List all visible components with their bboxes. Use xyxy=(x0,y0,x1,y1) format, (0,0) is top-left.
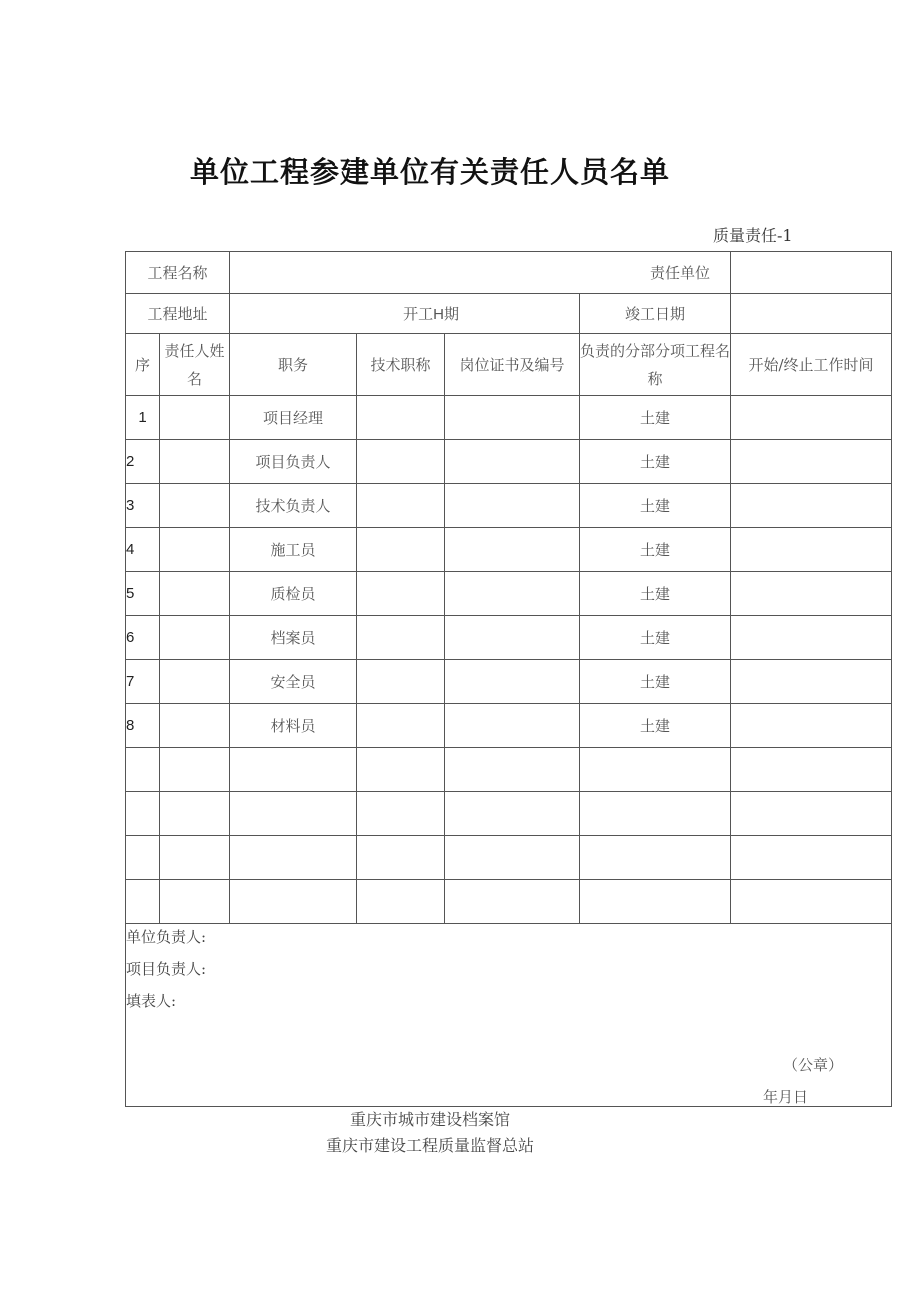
certificate-cell[interactable] xyxy=(445,616,580,660)
period-cell[interactable] xyxy=(731,484,892,528)
project-address-row xyxy=(126,294,892,334)
certificate-cell[interactable] xyxy=(445,484,580,528)
empty-cell[interactable] xyxy=(731,880,892,924)
subproject-cell: 土建 xyxy=(580,572,731,616)
filler-label: 填表人: xyxy=(126,992,177,1010)
title-cell[interactable] xyxy=(357,572,445,616)
date-label: 年月日 xyxy=(763,1088,809,1106)
subproject-cell: 土建 xyxy=(580,704,731,748)
empty-cell[interactable] xyxy=(230,748,357,792)
title-cell[interactable] xyxy=(357,440,445,484)
empty-cell[interactable] xyxy=(580,748,731,792)
col-title-header: 技术职称 xyxy=(357,334,445,396)
empty-row xyxy=(126,880,892,924)
empty-cell[interactable] xyxy=(126,836,160,880)
name-cell[interactable] xyxy=(160,616,230,660)
col-period-header: 开始/终止工作时间 xyxy=(731,334,892,396)
name-cell[interactable] xyxy=(160,396,230,440)
subproject-cell: 土建 xyxy=(580,440,731,484)
title-cell[interactable] xyxy=(357,484,445,528)
empty-cell[interactable] xyxy=(230,792,357,836)
responsible-unit-value[interactable] xyxy=(731,252,892,294)
page-title: 单位工程参建单位有关责任人员名单 xyxy=(190,155,671,189)
empty-cell[interactable] xyxy=(445,748,580,792)
title-cell[interactable] xyxy=(357,660,445,704)
row-seq: 7 xyxy=(126,660,160,704)
certificate-cell[interactable] xyxy=(445,528,580,572)
position-cell: 材料员 xyxy=(230,704,357,748)
empty-cell[interactable] xyxy=(445,880,580,924)
start-date-label: 开工H期 xyxy=(230,294,580,334)
position-cell: 质检员 xyxy=(230,572,357,616)
certificate-cell[interactable] xyxy=(445,660,580,704)
title-cell[interactable] xyxy=(357,396,445,440)
empty-cell[interactable] xyxy=(160,836,230,880)
column-header-row xyxy=(126,334,892,396)
empty-row xyxy=(126,748,892,792)
table-row xyxy=(126,660,892,704)
footer-archive: 重庆市城市建设档案馆 xyxy=(349,1110,510,1129)
subproject-cell: 土建 xyxy=(580,528,731,572)
empty-cell[interactable] xyxy=(580,880,731,924)
table-row xyxy=(126,528,892,572)
row-seq: 8 xyxy=(126,704,160,748)
table-row xyxy=(126,396,892,440)
subproject-cell: 土建 xyxy=(580,616,731,660)
empty-cell[interactable] xyxy=(357,748,445,792)
project-name-row xyxy=(126,252,892,294)
empty-cell[interactable] xyxy=(731,748,892,792)
empty-cell[interactable] xyxy=(160,748,230,792)
empty-cell[interactable] xyxy=(126,748,160,792)
completion-date-value[interactable] xyxy=(731,294,892,334)
name-cell[interactable] xyxy=(160,528,230,572)
col-position-header: 职务 xyxy=(230,334,357,396)
empty-cell[interactable] xyxy=(445,792,580,836)
period-cell[interactable] xyxy=(731,572,892,616)
empty-cell[interactable] xyxy=(731,792,892,836)
name-cell[interactable] xyxy=(160,660,230,704)
subproject-cell: 土建 xyxy=(580,484,731,528)
position-cell: 档案员 xyxy=(230,616,357,660)
period-cell[interactable] xyxy=(731,440,892,484)
period-cell[interactable] xyxy=(731,396,892,440)
col-subproject-header: 负责的分部分项工程名称 xyxy=(580,334,731,396)
title-cell[interactable] xyxy=(357,528,445,572)
official-seal-label: （公章） xyxy=(783,1056,844,1074)
table-row xyxy=(126,704,892,748)
empty-cell[interactable] xyxy=(160,880,230,924)
empty-row xyxy=(126,792,892,836)
empty-cell[interactable] xyxy=(731,836,892,880)
position-cell: 技术负责人 xyxy=(230,484,357,528)
form-code: 质量责任-1 xyxy=(713,226,793,245)
position-cell: 安全员 xyxy=(230,660,357,704)
responsible-unit-label: 责任单位 xyxy=(230,252,731,294)
row-seq: 2 xyxy=(126,440,160,484)
title-cell[interactable] xyxy=(357,704,445,748)
position-cell: 施工员 xyxy=(230,528,357,572)
unit-head-label: 单位负责人: xyxy=(126,928,207,946)
row-seq: 3 xyxy=(126,484,160,528)
certificate-cell[interactable] xyxy=(445,396,580,440)
empty-row xyxy=(126,836,892,880)
empty-cell[interactable] xyxy=(580,836,731,880)
position-cell: 项目负责人 xyxy=(230,440,357,484)
subproject-cell: 土建 xyxy=(580,396,731,440)
personnel-table xyxy=(125,251,892,1107)
row-seq: 6 xyxy=(126,616,160,660)
row-seq: 1 xyxy=(126,396,160,440)
col-name-header: 责任人姓名 xyxy=(160,334,230,396)
completion-date-label: 竣工日期 xyxy=(580,294,731,334)
period-cell[interactable] xyxy=(731,704,892,748)
project-name-label: 工程名称 xyxy=(126,252,230,294)
footer-supervision: 重庆市建设工程质量监督总站 xyxy=(325,1136,534,1155)
empty-cell[interactable] xyxy=(230,880,357,924)
row-seq: 5 xyxy=(126,572,160,616)
name-cell[interactable] xyxy=(160,704,230,748)
empty-cell[interactable] xyxy=(357,792,445,836)
certificate-cell[interactable] xyxy=(445,572,580,616)
title-cell[interactable] xyxy=(357,616,445,660)
name-cell[interactable] xyxy=(160,484,230,528)
period-cell[interactable] xyxy=(731,660,892,704)
name-cell[interactable] xyxy=(160,440,230,484)
signature-cell xyxy=(126,924,892,1107)
period-cell[interactable] xyxy=(731,616,892,660)
col-certificate-header: 岗位证书及编号 xyxy=(445,334,580,396)
position-cell: 项目经理 xyxy=(230,396,357,440)
empty-cell[interactable] xyxy=(357,880,445,924)
empty-cell[interactable] xyxy=(160,792,230,836)
project-address-label: 工程地址 xyxy=(126,294,230,334)
table-row xyxy=(126,484,892,528)
table-row xyxy=(126,440,892,484)
certificate-cell[interactable] xyxy=(445,704,580,748)
empty-cell[interactable] xyxy=(445,836,580,880)
table-row xyxy=(126,616,892,660)
subproject-cell: 土建 xyxy=(580,660,731,704)
name-cell[interactable] xyxy=(160,572,230,616)
project-head-label: 项目负责人: xyxy=(126,960,207,978)
empty-cell[interactable] xyxy=(580,792,731,836)
row-seq: 4 xyxy=(126,528,160,572)
table-row xyxy=(126,572,892,616)
empty-cell[interactable] xyxy=(126,792,160,836)
period-cell[interactable] xyxy=(731,528,892,572)
empty-cell[interactable] xyxy=(230,836,357,880)
empty-cell[interactable] xyxy=(357,836,445,880)
empty-cell[interactable] xyxy=(126,880,160,924)
col-seq-header: 序 xyxy=(126,334,160,396)
certificate-cell[interactable] xyxy=(445,440,580,484)
signature-row xyxy=(126,924,892,1107)
